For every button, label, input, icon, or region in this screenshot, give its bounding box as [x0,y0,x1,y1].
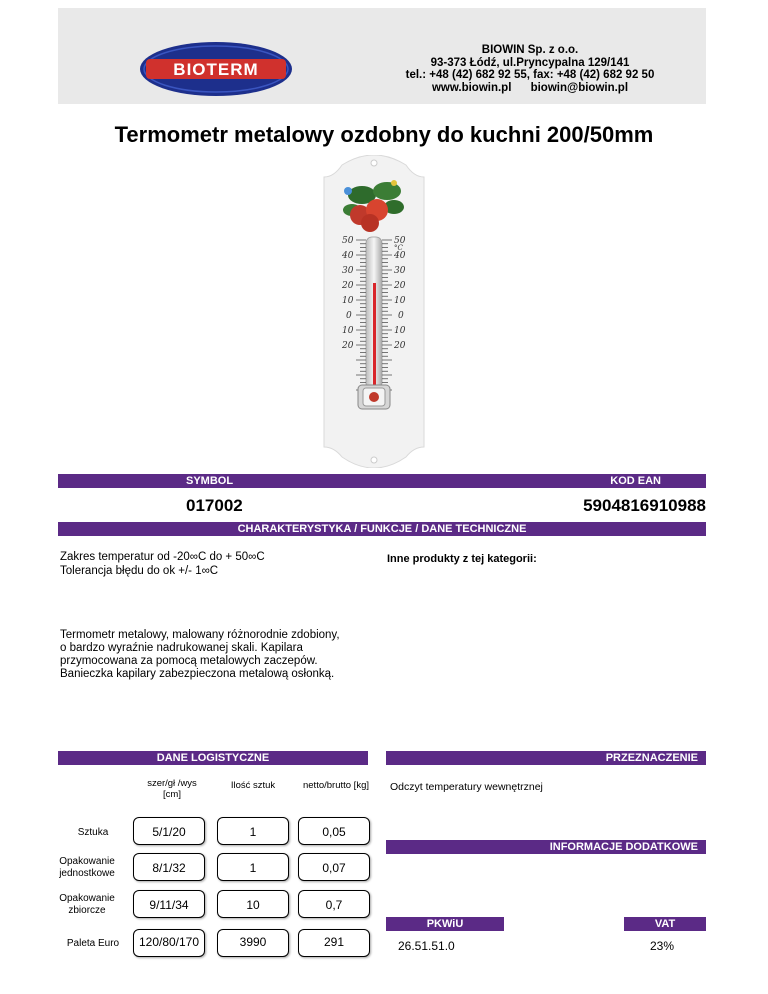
scale-right-40: 40 [394,251,406,261]
scale-right-0: 0 [398,311,404,321]
column-weight: netto/brutto [kg] [302,780,369,791]
vat-label: VAT [624,917,706,931]
table-cell-qty: 1 [217,817,289,845]
bioterm-logo [138,40,294,98]
description-line: Banieczka kapilary zabezpieczona metalową osłonką. [60,668,335,680]
scale-left-20: 20 [342,281,354,291]
table-cell-qty: 1 [217,853,289,881]
ean-value: 5904816910988 [583,496,706,515]
column-dimensions: szer/gł /wys [cm] [147,778,197,800]
table-cell-qty: 3990 [217,929,289,957]
scale-left-30: 30 [342,266,354,276]
company-name: BIOWIN Sp. z o.o. [481,44,579,56]
logistics-heading: DANE LOGISTYCZNE [58,751,368,765]
scale-left-50: 50 [342,236,354,246]
company-web-email [380,82,680,95]
table-cell-weight: 291 [298,929,370,957]
scale-right-30: 30 [394,266,406,276]
scale-right-minus20: 20 [394,341,406,351]
table-cell-qty: 10 [217,890,289,918]
row-label: Sztuka [77,827,109,838]
purpose-text: Odczyt temperatury wewnętrznej [390,781,543,793]
purpose-heading: PRZEZNACZENIE [386,751,706,765]
other-products-link[interactable]: Inne produkty z tej kategorii: [387,553,537,565]
logo-text: BIOTERM [173,60,259,79]
table-cell-dims: 5/1/20 [133,817,205,845]
ean-label: KOD EAN [610,475,661,487]
scale-left-10: 10 [342,296,354,306]
scale-right-minus10: 10 [394,326,406,336]
company-website: www.biowin.pl [431,81,512,94]
product-description [60,629,390,681]
table-cell-weight: 0,07 [298,853,370,881]
company-address: 93-373 Łódź, ul.Pryncypalna 129/141 [430,56,630,69]
description-line: przymocowana za pomocą metalowych zaczepów. [60,655,318,667]
symbol-ean-bar [58,474,706,488]
product-image [322,155,426,468]
table-cell-dims: 9/11/34 [133,890,205,918]
scale-right-20: 20 [394,281,406,291]
scale-right-50: 50 [394,236,406,246]
scale-left-minus10: 10 [342,326,354,336]
additional-info-heading: INFORMACJE DODATKOWE [386,840,706,854]
symbol-label: SYMBOL [186,475,234,487]
symbol-value: 017002 [186,496,243,515]
tolerance: Tolerancja błędu do ok +/- 1∞C [60,565,219,577]
column-quantity: Ilość sztuk [230,780,276,791]
company-email: biowin@biowin.pl [530,81,629,94]
pkwiu-value: 26.51.51.0 [398,939,455,953]
scale-left-minus20: 20 [342,341,354,351]
table-cell-dims: 120/80/170 [133,929,205,957]
row-label: Opakowanie zbiorcze [59,893,115,916]
description-line: Termometr metalowy, malowany różnorodnie zdobiony, [60,629,340,641]
page-title: Termometr metalowy ozdobny do kuchni 200/50mm [114,122,654,147]
scale-left-40: 40 [342,251,354,261]
company-info [380,44,680,94]
characteristics-heading: CHARAKTERYSTYKA / FUNKCJE / DANE TECHNICZNE [58,522,706,536]
table-cell-weight: 0,7 [298,890,370,918]
vat-value: 23% [650,939,675,953]
table-cell-dims: 8/1/32 [133,853,205,881]
row-label: Paleta Euro [66,938,120,949]
company-phone-fax: tel.: +48 (42) 682 92 55, fax: +48 (42) 682 92 50 [405,69,655,81]
pkwiu-label: PKWiU [386,917,504,931]
scale-unit: °C [394,244,403,252]
temperature-range: Zakres temperatur od -20∞C do + 50∞C [60,551,265,563]
description-line: o bardzo wyraźnie nadrukowanej skali. Kapilara [60,642,303,654]
scale-left-0: 0 [346,311,352,321]
table-cell-weight: 0,05 [298,817,370,845]
scale-right-10: 10 [394,296,406,306]
row-label: Opakowanie jednostkowe [59,856,115,879]
